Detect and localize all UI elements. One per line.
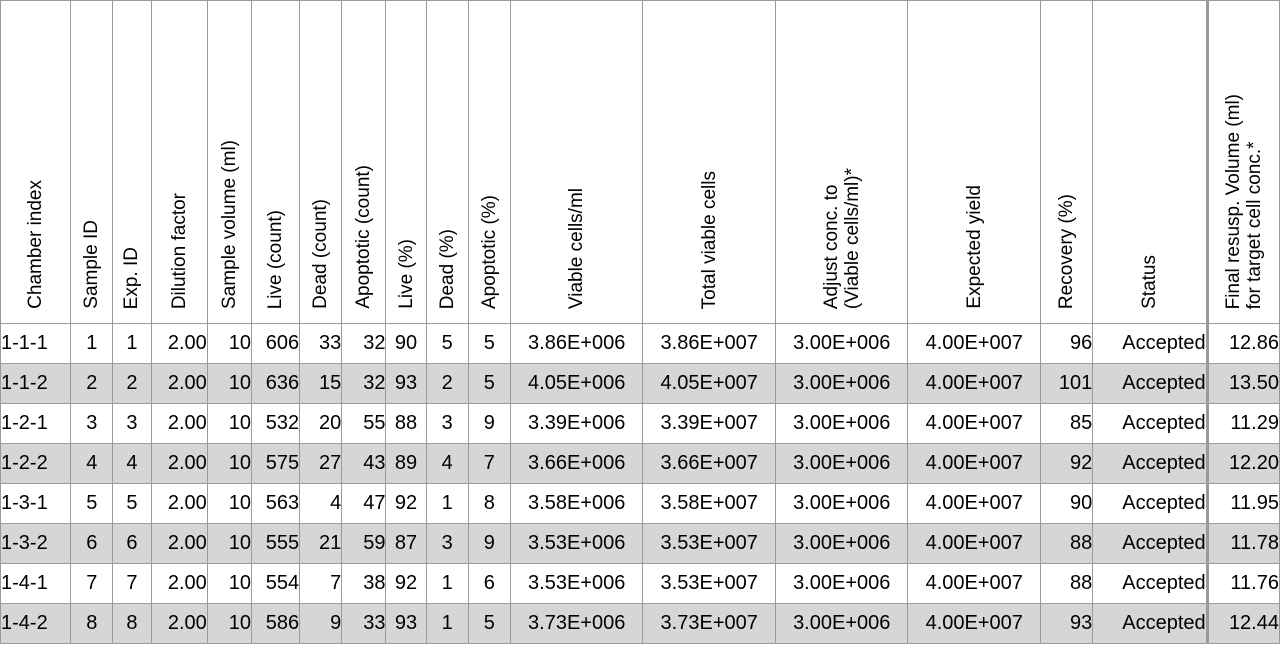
column-header-live [386, 1, 426, 324]
column-header-label: Apoptotic (%) [478, 194, 500, 309]
cell-apoptotic-count: 32 [342, 364, 386, 404]
column-header-label: Expected yield [963, 185, 985, 309]
cell-viable-cells-ml: 3.58E+006 [510, 484, 643, 524]
cell-live-count: 586 [251, 604, 299, 644]
cell-total-viable-cells: 3.86E+007 [643, 324, 776, 364]
column-header-label: Dead (%) [436, 228, 458, 309]
cell-dead-count: 7 [300, 564, 342, 604]
cell-dilution-factor: 2.00 [151, 364, 207, 404]
cell-apoptotic-count: 47 [342, 484, 386, 524]
cell-dead-count: 21 [300, 524, 342, 564]
column-header-label: Chamber index [25, 180, 47, 309]
header-row [1, 1, 1280, 324]
cell-sample-volume-ml: 10 [207, 444, 251, 484]
cell-live: 89 [386, 444, 426, 484]
cell-status: Accepted [1093, 524, 1207, 564]
cell-chamber-index: 1-2-2 [1, 444, 71, 484]
cell-final-resusp-volume-ml-for-target-cell-conc: 11.78 [1207, 524, 1279, 564]
cell-live-count: 606 [251, 324, 299, 364]
cell-exp-id: 2 [113, 364, 151, 404]
cell-dead: 4 [426, 444, 468, 484]
column-header-total-viable-cells [643, 1, 776, 324]
cell-dilution-factor: 2.00 [151, 524, 207, 564]
cell-live-count: 554 [251, 564, 299, 604]
cell-chamber-index: 1-3-2 [1, 524, 71, 564]
column-header-label: Recovery (%) [1056, 193, 1078, 309]
cell-expected-yield: 4.00E+007 [908, 364, 1041, 404]
cell-apoptotic-count: 32 [342, 324, 386, 364]
cell-sample-id: 8 [71, 604, 113, 644]
cell-dead: 1 [426, 484, 468, 524]
cell-dilution-factor: 2.00 [151, 604, 207, 644]
cell-live-count: 563 [251, 484, 299, 524]
table-row [1, 604, 1280, 644]
cell-total-viable-cells: 3.53E+007 [643, 564, 776, 604]
cell-total-viable-cells: 4.05E+007 [643, 364, 776, 404]
column-header-sample-volume-ml [207, 1, 251, 324]
cell-adjust-conc-to-viable-cells-ml: 3.00E+006 [775, 444, 908, 484]
cell-sample-volume-ml: 10 [207, 564, 251, 604]
column-header-label: Live (%) [395, 239, 417, 309]
cell-apoptotic: 5 [468, 324, 510, 364]
cell-exp-id: 4 [113, 444, 151, 484]
column-header-dead [426, 1, 468, 324]
cell-adjust-conc-to-viable-cells-ml: 3.00E+006 [775, 604, 908, 644]
cell-viable-cells-ml: 3.53E+006 [510, 524, 643, 564]
cell-sample-volume-ml: 10 [207, 484, 251, 524]
column-header-apoptotic-count [342, 1, 386, 324]
cell-sample-volume-ml: 10 [207, 364, 251, 404]
cell-total-viable-cells: 3.66E+007 [643, 444, 776, 484]
cell-status: Accepted [1093, 604, 1207, 644]
cell-apoptotic-count: 59 [342, 524, 386, 564]
column-header-label: Apoptotic (count) [353, 165, 375, 309]
cell-viable-cells-ml: 3.53E+006 [510, 564, 643, 604]
table-row [1, 524, 1280, 564]
column-header-label: Sample volume (ml) [218, 140, 240, 309]
cell-expected-yield: 4.00E+007 [908, 444, 1041, 484]
column-header-label: Viable cells/ml [566, 187, 588, 309]
cell-dilution-factor: 2.00 [151, 444, 207, 484]
cell-apoptotic: 9 [468, 524, 510, 564]
cell-sample-id: 6 [71, 524, 113, 564]
cell-expected-yield: 4.00E+007 [908, 404, 1041, 444]
cell-expected-yield: 4.00E+007 [908, 484, 1041, 524]
cell-apoptotic-count: 55 [342, 404, 386, 444]
cell-exp-id: 5 [113, 484, 151, 524]
cell-dilution-factor: 2.00 [151, 324, 207, 364]
cell-final-resusp-volume-ml-for-target-cell-conc: 11.95 [1207, 484, 1279, 524]
column-header-label: Dilution factor [168, 192, 190, 309]
cell-sample-id: 2 [71, 364, 113, 404]
cell-dead-count: 4 [300, 484, 342, 524]
column-header-dead-count [300, 1, 342, 324]
cell-adjust-conc-to-viable-cells-ml: 3.00E+006 [775, 324, 908, 364]
cell-recovery: 93 [1041, 604, 1093, 644]
cell-apoptotic: 7 [468, 444, 510, 484]
column-header-final-resusp-volume-ml-for-target-cell-conc [1207, 1, 1279, 324]
column-header-label: Total viable cells [698, 170, 720, 309]
cell-status: Accepted [1093, 324, 1207, 364]
cell-recovery: 101 [1041, 364, 1093, 404]
cell-dead: 1 [426, 604, 468, 644]
cell-recovery: 90 [1041, 484, 1093, 524]
column-header-label: Adjust conc. to (Viable cells/ml)* [820, 167, 863, 309]
cell-final-resusp-volume-ml-for-target-cell-conc: 13.50 [1207, 364, 1279, 404]
cell-live: 88 [386, 404, 426, 444]
cell-sample-volume-ml: 10 [207, 604, 251, 644]
cell-viable-cells-ml: 3.39E+006 [510, 404, 643, 444]
cell-dead-count: 9 [300, 604, 342, 644]
cell-chamber-index: 1-3-1 [1, 484, 71, 524]
cell-recovery: 92 [1041, 444, 1093, 484]
cell-apoptotic: 5 [468, 604, 510, 644]
cell-sample-volume-ml: 10 [207, 324, 251, 364]
column-header-chamber-index [1, 1, 71, 324]
cell-adjust-conc-to-viable-cells-ml: 3.00E+006 [775, 524, 908, 564]
table-row [1, 564, 1280, 604]
column-header-label: Exp. ID [121, 246, 143, 309]
cell-chamber-index: 1-1-2 [1, 364, 71, 404]
cell-expected-yield: 4.00E+007 [908, 604, 1041, 644]
cell-live: 90 [386, 324, 426, 364]
cell-final-resusp-volume-ml-for-target-cell-conc: 12.44 [1207, 604, 1279, 644]
table-row [1, 484, 1280, 524]
cell-chamber-index: 1-4-2 [1, 604, 71, 644]
cell-final-resusp-volume-ml-for-target-cell-conc: 11.29 [1207, 404, 1279, 444]
cell-apoptotic-count: 38 [342, 564, 386, 604]
cell-chamber-index: 1-1-1 [1, 324, 71, 364]
cell-expected-yield: 4.00E+007 [908, 524, 1041, 564]
table-row [1, 364, 1280, 404]
cell-exp-id: 7 [113, 564, 151, 604]
cell-dilution-factor: 2.00 [151, 484, 207, 524]
cell-dead-count: 33 [300, 324, 342, 364]
column-header-expected-yield [908, 1, 1041, 324]
column-header-live-count [251, 1, 299, 324]
cell-sample-id: 7 [71, 564, 113, 604]
cell-total-viable-cells: 3.39E+007 [643, 404, 776, 444]
cell-exp-id: 6 [113, 524, 151, 564]
cell-dead: 3 [426, 524, 468, 564]
cell-total-viable-cells: 3.53E+007 [643, 524, 776, 564]
cell-exp-id: 3 [113, 404, 151, 444]
cell-recovery: 88 [1041, 524, 1093, 564]
cell-adjust-conc-to-viable-cells-ml: 3.00E+006 [775, 564, 908, 604]
table-row [1, 444, 1280, 484]
cell-sample-id: 1 [71, 324, 113, 364]
cell-dilution-factor: 2.00 [151, 404, 207, 444]
cell-apoptotic-count: 33 [342, 604, 386, 644]
column-header-viable-cells-ml [510, 1, 643, 324]
cell-viable-cells-ml: 3.66E+006 [510, 444, 643, 484]
cell-live-count: 555 [251, 524, 299, 564]
cell-final-resusp-volume-ml-for-target-cell-conc: 12.20 [1207, 444, 1279, 484]
cell-viable-cells-ml: 3.86E+006 [510, 324, 643, 364]
cell-apoptotic-count: 43 [342, 444, 386, 484]
cell-live: 92 [386, 484, 426, 524]
cell-apoptotic: 5 [468, 364, 510, 404]
cell-recovery: 88 [1041, 564, 1093, 604]
cell-live-count: 532 [251, 404, 299, 444]
cell-total-viable-cells: 3.58E+007 [643, 484, 776, 524]
cell-viable-cells-ml: 4.05E+006 [510, 364, 643, 404]
cell-expected-yield: 4.00E+007 [908, 324, 1041, 364]
cell-final-resusp-volume-ml-for-target-cell-conc: 12.86 [1207, 324, 1279, 364]
cell-sample-id: 4 [71, 444, 113, 484]
table-row [1, 324, 1280, 364]
table-row [1, 404, 1280, 444]
cell-apoptotic: 6 [468, 564, 510, 604]
cell-exp-id: 1 [113, 324, 151, 364]
cell-final-resusp-volume-ml-for-target-cell-conc: 11.76 [1207, 564, 1279, 604]
cell-dead-count: 27 [300, 444, 342, 484]
cell-status: Accepted [1093, 484, 1207, 524]
cell-dead: 3 [426, 404, 468, 444]
cell-recovery: 85 [1041, 404, 1093, 444]
cell-live: 87 [386, 524, 426, 564]
cell-recovery: 96 [1041, 324, 1093, 364]
cell-dead: 5 [426, 324, 468, 364]
column-header-label: Sample ID [81, 220, 103, 309]
cell-live-count: 575 [251, 444, 299, 484]
column-header-apoptotic [468, 1, 510, 324]
cell-expected-yield: 4.00E+007 [908, 564, 1041, 604]
cell-adjust-conc-to-viable-cells-ml: 3.00E+006 [775, 364, 908, 404]
cell-total-viable-cells: 3.73E+007 [643, 604, 776, 644]
column-header-sample-id [71, 1, 113, 324]
cell-sample-id: 3 [71, 404, 113, 444]
cell-live: 93 [386, 604, 426, 644]
column-header-adjust-conc-to-viable-cells-ml [775, 1, 908, 324]
cell-apoptotic: 8 [468, 484, 510, 524]
cell-chamber-index: 1-4-1 [1, 564, 71, 604]
cell-apoptotic: 9 [468, 404, 510, 444]
column-header-label: Final resusp. Volume (ml) for target cell conc.* [1222, 93, 1265, 309]
cell-live: 93 [386, 364, 426, 404]
cell-chamber-index: 1-2-1 [1, 404, 71, 444]
column-header-status [1093, 1, 1207, 324]
cell-dead: 1 [426, 564, 468, 604]
cell-adjust-conc-to-viable-cells-ml: 3.00E+006 [775, 484, 908, 524]
cell-dead: 2 [426, 364, 468, 404]
cell-dead-count: 20 [300, 404, 342, 444]
column-header-recovery [1041, 1, 1093, 324]
cell-status: Accepted [1093, 564, 1207, 604]
column-header-exp-id [113, 1, 151, 324]
column-header-label: Live (count) [265, 209, 287, 309]
cell-live-count: 636 [251, 364, 299, 404]
cell-exp-id: 8 [113, 604, 151, 644]
cell-dead-count: 15 [300, 364, 342, 404]
cell-status: Accepted [1093, 404, 1207, 444]
cell-viable-cells-ml: 3.73E+006 [510, 604, 643, 644]
cell-adjust-conc-to-viable-cells-ml: 3.00E+006 [775, 404, 908, 444]
cell-status: Accepted [1093, 444, 1207, 484]
column-header-dilution-factor [151, 1, 207, 324]
cell-sample-volume-ml: 10 [207, 524, 251, 564]
cell-status: Accepted [1093, 364, 1207, 404]
column-header-label: Status [1138, 255, 1160, 309]
cell-live: 92 [386, 564, 426, 604]
cell-sample-volume-ml: 10 [207, 404, 251, 444]
column-header-label: Dead (count) [310, 199, 332, 309]
cell-dilution-factor: 2.00 [151, 564, 207, 604]
cell-sample-id: 5 [71, 484, 113, 524]
